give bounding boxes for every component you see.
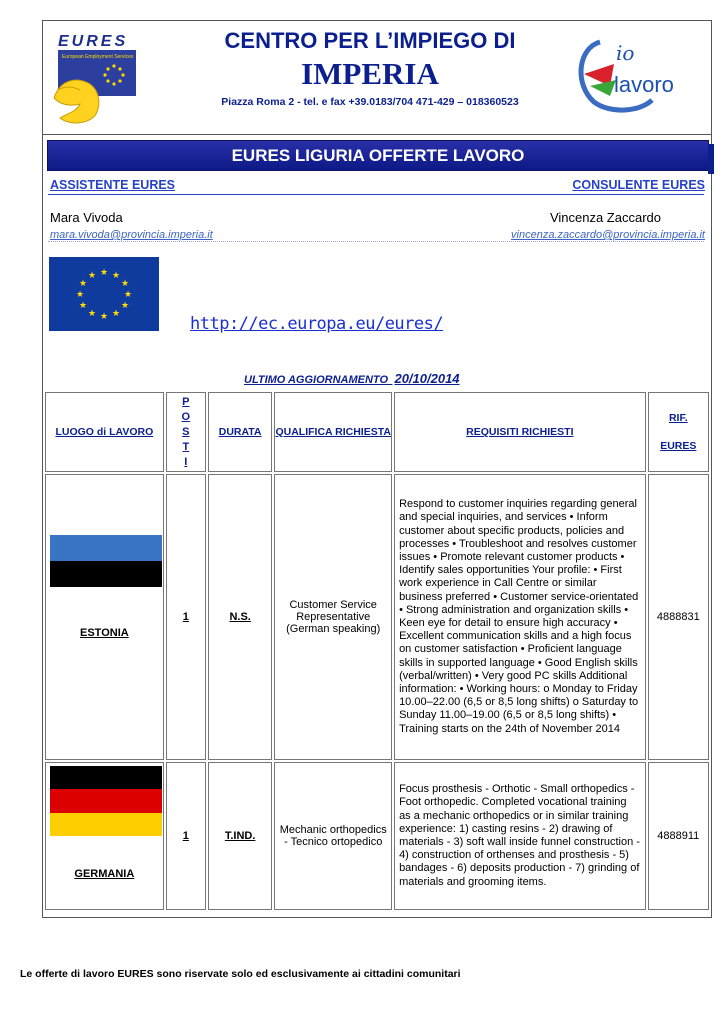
svg-text:★: ★: [111, 271, 121, 281]
durata-value: N.S.: [208, 474, 272, 760]
svg-text:★: ★: [78, 279, 88, 289]
eures-logo: [50, 28, 140, 128]
durata-value: T.IND.: [208, 762, 272, 910]
header-luogo: LUOGO di LAVORO: [45, 392, 164, 472]
country-name: GERMANIA: [74, 868, 135, 880]
header-title: CENTRO PER L’IMPIEGO DI: [224, 28, 516, 53]
consultant-role: CONSULENTE EURES: [572, 178, 705, 192]
requisiti-text: Focus prosthesis - Orthotic - Small orthopedics - Foot orthopedic. Completed vocational training as a mechanic orthopedics or in similar training experience: 1) casting resins - 2) drawing of materials - 3) soft wall inside funnel construction - 4) construction of orthenses and prosthesis - 5) bandages - 6) deposits production - 7) grinding of materials and grooming items.: [394, 762, 646, 910]
country-name: ESTONIA: [80, 627, 129, 639]
assistant-email-link[interactable]: mara.vivoda@provincia.imperia.it: [50, 229, 213, 241]
consultant-name: Vincenza Zaccardo: [549, 210, 661, 225]
header-divider: [42, 134, 712, 135]
last-updated-date: 20/10/2014: [394, 371, 460, 386]
eures-logo-sub: European Employment Services: [62, 54, 134, 60]
cio-logo-io: io: [616, 41, 635, 65]
job-offers-table: [43, 390, 711, 912]
footer-note: Le offerte di lavoro EURES sono riservate solo ed esclusivamente ai cittadini comunitari: [20, 968, 461, 980]
rif-eures-value: 4888831: [648, 474, 709, 760]
assistant-role: ASSISTENTE EURES: [50, 178, 176, 192]
assistant-name: Mara Vivoda: [50, 210, 123, 225]
qualifica-value: Customer Service Representative (German speaking): [274, 474, 392, 760]
header-address: Piazza Roma 2 - tel. e fax +39.0183/704 471-429 – 018360523: [221, 96, 519, 108]
contacts-divider: [48, 194, 704, 195]
header-posti: P O S T I: [166, 392, 206, 472]
table-header-row: [45, 392, 709, 472]
posti-count: 1: [166, 474, 206, 760]
last-updated: [244, 370, 460, 388]
svg-text:★: ★: [99, 268, 109, 278]
cio-lavoro-logo: [570, 34, 700, 114]
header-durata: DURATA: [208, 392, 272, 472]
svg-text:★: ★: [87, 271, 97, 281]
svg-text:★: ★: [120, 279, 130, 289]
header-city: IMPERIA: [301, 56, 439, 91]
svg-text:★: ★: [87, 309, 97, 319]
cio-logo-word: lavoro: [614, 72, 674, 97]
country-cell: [45, 474, 164, 760]
estonia-flag-icon: [50, 535, 162, 613]
germany-flag-icon: [50, 766, 162, 836]
eures-website-link[interactable]: http://ec.europa.eu/eures/: [190, 314, 444, 334]
header-requisiti: REQUISITI RICHIESTI: [394, 392, 646, 472]
eu-flag-icon: [49, 257, 159, 331]
svg-text:★: ★: [123, 290, 133, 300]
country-cell: [45, 762, 164, 910]
posti-count: 1: [166, 762, 206, 910]
eures-logo-text: EURES: [58, 33, 129, 50]
qualifica-value: Mechanic orthopedics - Tecnico ortopedico: [274, 762, 392, 910]
svg-text:★: ★: [111, 309, 121, 319]
svg-text:★: ★: [120, 301, 130, 311]
svg-text:★: ★: [75, 290, 85, 300]
last-updated-label: ULTIMO AGGIORNAMENTO: [244, 374, 389, 386]
consultant-email-link[interactable]: vincenza.zaccardo@provincia.imperia.it: [511, 229, 705, 241]
header-rif-eures: RIF. EURES: [648, 392, 709, 472]
table-row: [45, 474, 709, 760]
rif-eures-value: 4888911: [648, 762, 709, 910]
offers-banner: EURES LIGURIA OFFERTE LAVORO: [47, 140, 709, 171]
requisiti-text: Respond to customer inquiries regarding general and special inquiries, and services • Inform customer about specific products, policies and processes • Troubleshoot and resolves customer issues • Promote relevant customer products • Identify sales opportunities Your profile: • First work experience in Call Centre or similar business preferred • Customer service-orientated • Strong administration and organization skills • Keen eye for detail to ensure high accuracy • Excellent communication skills and a high focus on customer satisfaction • Proficient language skills in supported language • Good English skills (verbal/written) • Very good PC skills Additional information: • Working hours: o Monday to Friday 10.00–22.00 (6,5 or 8,5 long shifts) o Saturday to Sunday 11.00–19.00 (6,5 or 8,5 long shifts) • Training starts on the 24th of November 2014: [394, 474, 646, 760]
header-qualifica: QUALIFICA RICHIESTA: [274, 392, 392, 472]
contacts-divider-dotted: [48, 241, 704, 242]
table-row: [45, 762, 709, 910]
svg-text:★: ★: [99, 312, 109, 322]
svg-text:★: ★: [78, 301, 88, 311]
banner-shadow: [708, 144, 714, 174]
